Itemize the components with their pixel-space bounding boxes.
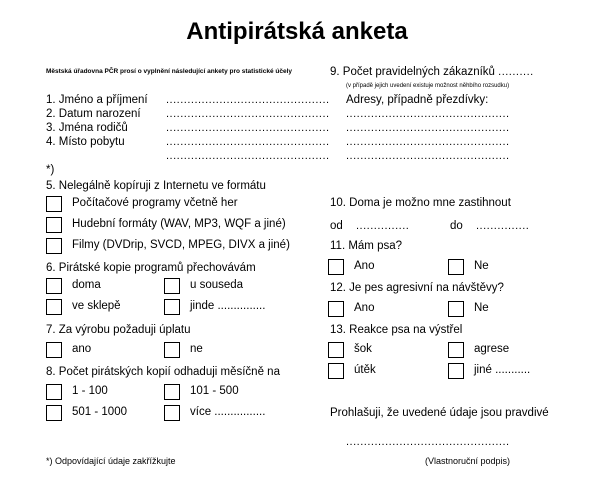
footnote-text: *) Odpovídající údaje zakřížkujte bbox=[46, 456, 176, 466]
name-field[interactable]: .............................................. bbox=[166, 94, 330, 106]
residence-field-2[interactable]: .............................................. bbox=[166, 150, 330, 162]
q9-address-field-1[interactable]: .............................................. bbox=[346, 108, 510, 120]
q5-title: 5. Nelegálně kopíruji z Internetu ve formátu bbox=[46, 180, 266, 192]
q13-title: 13. Reakce psa na výstřel bbox=[330, 324, 463, 336]
q8-checkbox-501-1000[interactable] bbox=[46, 405, 62, 421]
q6-option-cellar: ve sklepě bbox=[72, 300, 121, 312]
q11-option-yes: Ano bbox=[354, 260, 375, 272]
footnote-mark: *) bbox=[46, 164, 55, 176]
q8-checkbox-101-500[interactable] bbox=[164, 384, 180, 400]
declaration-text: Prohlašuji, že uvedené údaje jsou pravdivé bbox=[330, 407, 549, 419]
birthdate-field[interactable]: .............................................. bbox=[166, 108, 330, 120]
q11-option-no: Ne bbox=[474, 260, 489, 272]
q8-option-more: více ................ bbox=[190, 406, 266, 418]
q9-title bbox=[330, 66, 534, 78]
q4-label: 4. Místo pobytu bbox=[46, 136, 125, 148]
q13-option-shock: šok bbox=[354, 343, 372, 355]
q8-option-101-500: 101 - 500 bbox=[190, 385, 239, 397]
q12-checkbox-yes[interactable] bbox=[328, 301, 344, 317]
q6-checkbox-elsewhere[interactable] bbox=[164, 299, 180, 315]
q5-checkbox-films[interactable] bbox=[46, 238, 62, 254]
signature-label: (Vlastnoruční podpis) bbox=[425, 456, 511, 466]
q6-checkbox-home[interactable] bbox=[46, 278, 62, 294]
q6-title: 6. Pirátské kopie programů přechovávám bbox=[46, 262, 256, 274]
q13-option-other: jiné ........... bbox=[474, 364, 531, 376]
intro-text: Městská úřadovna PČR prosí o vyplnění následující ankety pro statistické účely bbox=[46, 68, 293, 75]
residence-field[interactable]: .............................................. bbox=[166, 136, 330, 148]
q10-from-field[interactable]: ............... bbox=[356, 220, 410, 232]
q5-option-music: Hudební formáty (WAV, MP3, WQF a jiné) bbox=[72, 218, 286, 230]
q13-option-flight: útěk bbox=[354, 364, 376, 376]
q8-title: 8. Počet pirátských kopií odhaduji měsíčně na bbox=[46, 366, 280, 378]
q7-title: 7. Za výrobu požaduji úplatu bbox=[46, 324, 191, 336]
q13-checkbox-shock[interactable] bbox=[328, 342, 344, 358]
q6-option-neighbor: u souseda bbox=[190, 279, 244, 291]
q5-option-films: Filmy (DVDrip, SVCD, MPEG, DIVX a jiné) bbox=[72, 239, 290, 251]
q12-title: 12. Je pes agresivní na návštěvy? bbox=[330, 282, 504, 294]
q9-note: (v případě jejich uvedení existuje možnost něhbího rozsudku) bbox=[346, 83, 510, 89]
q9-address-field-4[interactable]: .............................................. bbox=[346, 150, 510, 162]
q7-option-no: ne bbox=[190, 343, 203, 355]
q8-checkbox-more[interactable] bbox=[164, 405, 180, 421]
q12-option-yes: Ano bbox=[354, 302, 375, 314]
page-title: Antipirátská anketa bbox=[186, 18, 408, 45]
q11-checkbox-no[interactable] bbox=[448, 259, 464, 275]
q5-checkbox-programs[interactable] bbox=[46, 196, 62, 212]
q8-option-1-100: 1 - 100 bbox=[72, 385, 108, 397]
q12-checkbox-no[interactable] bbox=[448, 301, 464, 317]
q13-option-aggression: agrese bbox=[474, 343, 510, 355]
q3-label: 3. Jména rodičů bbox=[46, 122, 128, 134]
q7-checkbox-yes[interactable] bbox=[46, 342, 62, 358]
q10-from-label: od bbox=[330, 220, 343, 232]
q2-label: 2. Datum narození bbox=[46, 108, 141, 120]
q13-checkbox-flight[interactable] bbox=[328, 363, 344, 379]
q1-label: 1. Jméno a příjmení bbox=[46, 94, 148, 106]
q7-option-yes: ano bbox=[72, 343, 92, 355]
q10-to-label: do bbox=[450, 220, 463, 232]
q11-title: 11. Mám psa? bbox=[330, 240, 403, 252]
q6-option-elsewhere: jinde ............... bbox=[190, 300, 266, 312]
q10-to-field[interactable]: ............... bbox=[476, 220, 530, 232]
parents-field[interactable]: .............................................. bbox=[166, 122, 330, 134]
q12-option-no: Ne bbox=[474, 302, 489, 314]
q13-checkbox-aggression[interactable] bbox=[448, 342, 464, 358]
q10-title: 10. Doma je možno mne zastihnout bbox=[330, 197, 511, 209]
q9-title-text: 9. Počet pravidelných zákazníků bbox=[330, 66, 495, 78]
q9-address-field-3[interactable]: .............................................. bbox=[346, 136, 510, 148]
q9-label: Adresy, případně přezdívky: bbox=[346, 94, 489, 106]
signature-field[interactable]: .............................................. bbox=[346, 436, 510, 448]
q7-checkbox-no[interactable] bbox=[164, 342, 180, 358]
q5-checkbox-music[interactable] bbox=[46, 217, 62, 233]
q5-option-programs: Počítačové programy včetně her bbox=[72, 197, 238, 209]
q6-checkbox-neighbor[interactable] bbox=[164, 278, 180, 294]
q9-customer-count-field[interactable]: .......... bbox=[498, 66, 534, 78]
q9-address-field-2[interactable]: .............................................. bbox=[346, 122, 510, 134]
q11-checkbox-yes[interactable] bbox=[328, 259, 344, 275]
q13-checkbox-other[interactable] bbox=[448, 363, 464, 379]
q6-option-home: doma bbox=[72, 279, 101, 291]
q6-checkbox-cellar[interactable] bbox=[46, 299, 62, 315]
q8-option-501-1000: 501 - 1000 bbox=[72, 406, 127, 418]
q8-checkbox-1-100[interactable] bbox=[46, 384, 62, 400]
